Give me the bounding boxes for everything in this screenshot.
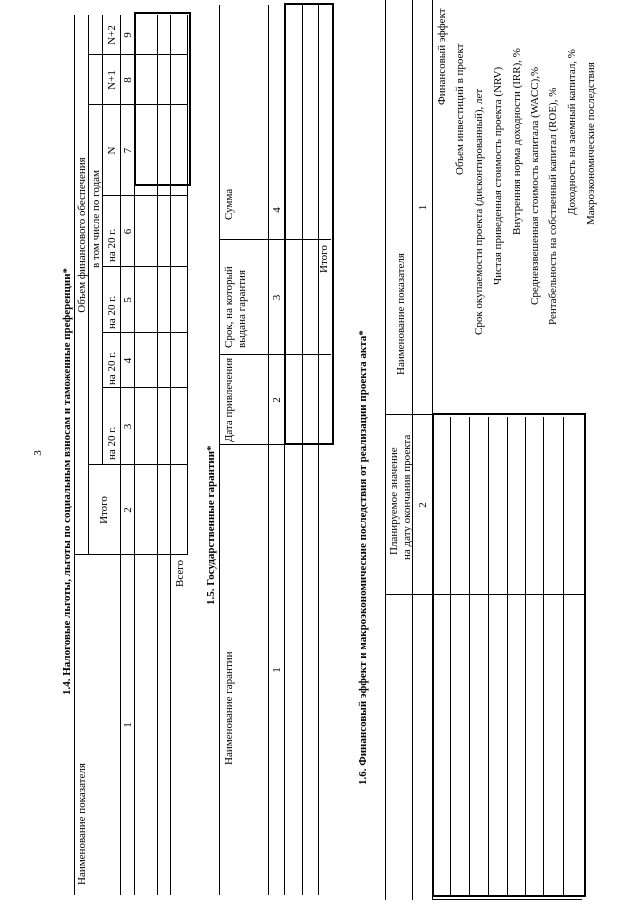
t15-total-label: Итого	[318, 245, 330, 273]
t14-year-2: на 20 г.	[106, 351, 118, 385]
t16-col-name: Наименование показателя	[395, 253, 407, 375]
t16-num-1: 1	[417, 204, 429, 211]
t14-num-1: 1	[122, 722, 134, 728]
t14-year-4: на 20 г.	[106, 228, 118, 262]
t16-row-6: Рентабельность на собственный капитал (ROE), %	[547, 87, 559, 325]
t15-col-sum: Сумма	[223, 188, 235, 220]
t16-num-2: 2	[417, 502, 429, 508]
t15-col-date: Дата привлечения	[223, 357, 235, 443]
t14-year-3: на 20 г.	[106, 295, 118, 329]
t16-row-3: Чистая приведенная стоимость проекта (NRV)	[492, 66, 504, 285]
t15-num-2: 2	[271, 397, 283, 403]
t16-row-5: Средневзвешенная стоимость капитала (WACC),%	[529, 66, 541, 305]
section-1-5-title: 1.5. Государственные гарантии*	[205, 445, 217, 605]
t16-col-planned-2: на дату окончания проекта	[401, 434, 413, 560]
section-1-4-title: 1.4. Налоговые льготы, льготы по социальным взносам и таможенные преференции*	[61, 267, 73, 695]
t16-row-8: Макроэкономические последствия	[585, 62, 597, 225]
t15-col-term-1: Срок, на который	[223, 266, 235, 348]
t15-num-1: 1	[271, 667, 283, 673]
t14-year-1: на 20 г.	[106, 426, 118, 460]
t14-col-by-years: в том числе по годам	[90, 169, 102, 269]
t14-num-5: 5	[122, 297, 134, 303]
t14-year-n2: N+2	[106, 25, 118, 45]
t14-year-n: N	[106, 146, 118, 155]
t14-col-total: Итого	[98, 496, 110, 524]
t14-num-4: 4	[122, 357, 134, 364]
t14-num-7: 7	[122, 147, 134, 154]
t14-num-2: 2	[122, 507, 134, 513]
t15-col-name: Наименование гарантии	[223, 651, 235, 765]
t16-row-2: Срок окупаемости проекта (дисконтированный), лет	[473, 88, 485, 335]
t16-row-7: Доходность на заемный капитал, %	[566, 49, 578, 215]
t14-num-6: 6	[122, 228, 134, 235]
t14-year-n1: N+1	[106, 70, 118, 90]
t15-col-term-2: выдана гарантия	[236, 270, 248, 348]
t14-col-volume: Объем финансового обеспечения	[76, 157, 88, 313]
t16-col-planned-1: Планируемое значение	[388, 447, 400, 555]
t14-num-3: 3	[122, 423, 134, 430]
t16-row-1: Объем инвестиций в проект	[454, 43, 466, 175]
t14-col-name: Наименование показателя	[76, 763, 88, 885]
section-1-6-title: 1.6. Финансовый эффект и макроэкономические последствия от реализации проекта акта*	[357, 330, 369, 785]
t16-fin-effect: Финансовый эффект	[436, 8, 448, 105]
t14-total-label: Всего	[174, 560, 186, 587]
t14-num-9: 9	[122, 32, 134, 38]
page-number: 3	[32, 450, 44, 456]
t14-num-8: 8	[122, 77, 134, 83]
t15-num-4: 4	[271, 207, 283, 213]
t15-num-3: 3	[271, 294, 283, 301]
t16-row-4: Внутренняя норма доходности (IRR), %	[511, 48, 523, 235]
